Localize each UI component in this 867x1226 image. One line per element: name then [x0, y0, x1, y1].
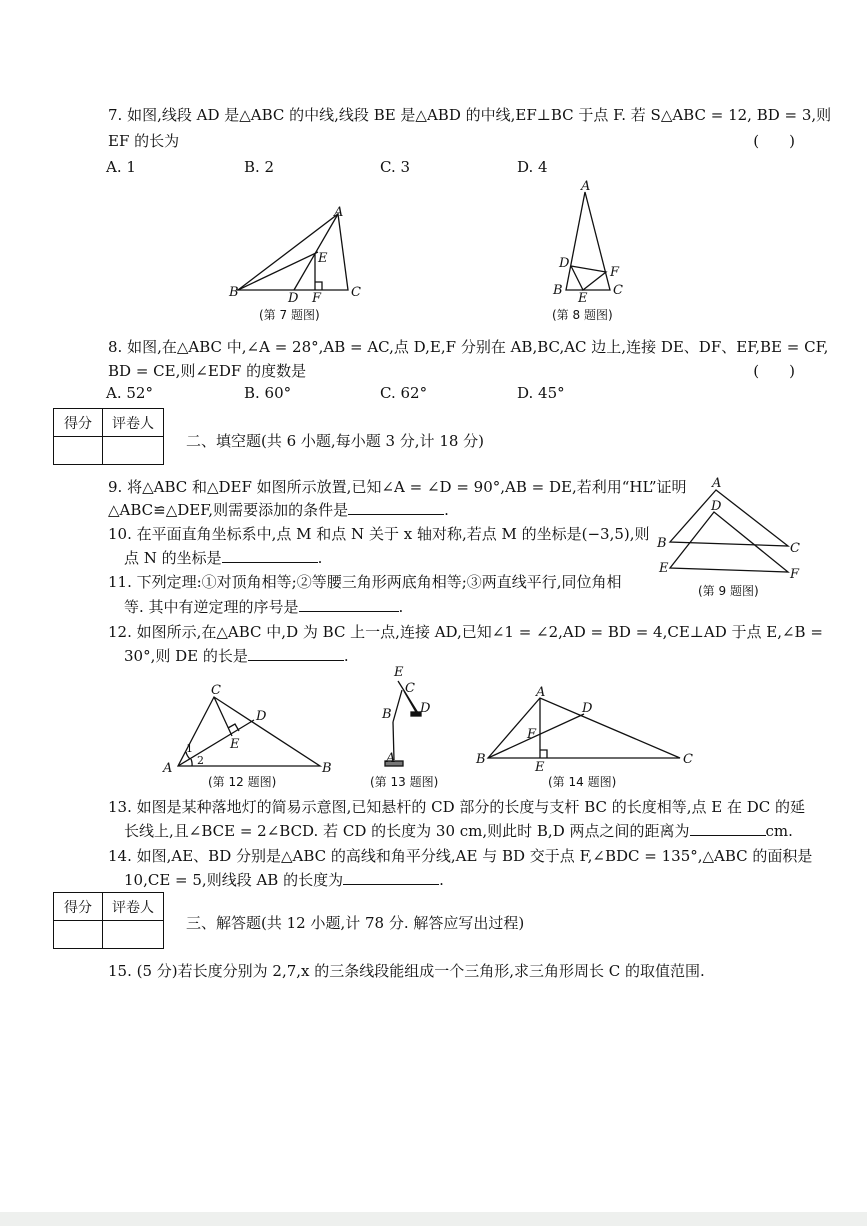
fig13-label-b: B: [382, 707, 392, 722]
fig14-label-d: D: [582, 701, 593, 716]
q14-answer-blank[interactable]: [343, 870, 439, 885]
q11-end: .: [398, 598, 404, 616]
page-bottom-band: [0, 1212, 867, 1226]
fig7-label-f: F: [312, 291, 322, 306]
fig13-caption: (第 13 题图): [370, 775, 439, 789]
fig8-caption: (第 8 题图): [552, 308, 613, 322]
q13-line2: [124, 820, 793, 841]
fig14-label-f: F: [527, 727, 537, 742]
fig14-label-c: C: [683, 752, 693, 767]
fig8-label-a: A: [581, 179, 591, 194]
q8-line2: BD = CE,则∠EDF 的度数是: [108, 362, 307, 380]
fig7-label-c: C: [351, 285, 361, 300]
q10-answer-blank[interactable]: [222, 548, 318, 563]
q12-line2-text: 30°,则 DE 的长是: [124, 647, 248, 665]
q15-text: 15. (5 分)若长度分别为 2,7,x 的三条线段能组成一个三角形,求三角形周长 C 的取值范围.: [108, 962, 705, 980]
q13-end: cm.: [765, 822, 793, 840]
fig12-label-2: 2: [197, 754, 204, 767]
q10-end: .: [317, 549, 323, 567]
fig7-label-d: D: [288, 291, 299, 306]
fig9-label-d: D: [711, 499, 722, 514]
fig13-label-d: D: [420, 701, 431, 716]
q10-line2: [124, 547, 322, 568]
q11-line2: [124, 596, 403, 617]
fig12-caption: (第 12 题图): [208, 775, 277, 789]
fig7-label-e: E: [318, 251, 328, 266]
q9-line2: [108, 499, 449, 520]
fig13-label-c: C: [405, 681, 415, 696]
q12-line1: 12. 如图所示,在△ABC 中,D 为 BC 上一点,连接 AD,已知∠1 = ∠2,AD = BD = 4,CE⊥AD 于点 E,∠B =: [108, 623, 823, 641]
fig7-label-a: A: [334, 205, 344, 220]
fig14-label-a: A: [536, 685, 546, 700]
fig13-label-a: A: [386, 751, 396, 766]
fig9-label-b: B: [657, 536, 667, 551]
q7-option-c: C. 3: [380, 158, 411, 176]
fig7-caption: (第 7 题图): [259, 308, 320, 322]
q7-line1: 7. 如图,线段 AD 是△ABC 的中线,线段 BE 是△ABD 的中线,EF⊥BC 于点 F. 若 S△ABC = 12, BD = 3,则: [108, 106, 832, 124]
q10-line2-text: 点 N 的坐标是: [124, 549, 222, 567]
score-label: 得分: [54, 409, 103, 437]
score-label: 得分: [54, 893, 103, 921]
fig8-label-f: F: [610, 265, 620, 280]
fig8-label-b: B: [553, 283, 563, 298]
q7-option-d: D. 4: [517, 158, 548, 176]
fig9-label-c: C: [790, 541, 800, 556]
q10-line1: 10. 在平面直角坐标系中,点 M 和点 N 关于 x 轴对称,若点 M 的坐标是(−3,5),则: [108, 525, 650, 543]
score-cell[interactable]: [54, 921, 103, 949]
q14-line2-text: 10,CE = 5,则线段 AB 的长度为: [124, 871, 344, 889]
q14-line1: 14. 如图,AE、BD 分别是△ABC 的高线和角平分线,AE 与 BD 交于点 F,∠BDC = 135°,△ABC 的面积是: [108, 847, 813, 865]
fig8-label-d: D: [559, 256, 570, 271]
q11-answer-blank[interactable]: [299, 597, 399, 612]
q9-line2-text: △ABC≌△DEF,则需要添加的条件是: [108, 501, 349, 519]
score-box-section3: [53, 892, 164, 949]
q8-option-c: C. 62°: [380, 384, 428, 402]
fig12-label-a: A: [163, 761, 173, 776]
q8-answer-paren: ( ): [753, 362, 795, 380]
fig9-label-f: F: [790, 567, 800, 582]
fig12-label-e: E: [230, 737, 240, 752]
fig13-label-e: E: [394, 665, 404, 680]
fig7-label-b: B: [229, 285, 239, 300]
fig12-label-1: 1: [186, 742, 193, 755]
q8-option-d: D. 45°: [517, 384, 565, 402]
fig9-caption: (第 9 题图): [698, 584, 759, 598]
grader-cell[interactable]: [103, 437, 164, 465]
fig9-label-a: A: [712, 476, 722, 491]
q14-end: .: [439, 871, 444, 889]
q8-option-a: A. 52°: [106, 384, 153, 402]
fig12-label-c: C: [211, 683, 221, 698]
grader-label: 评卷人: [103, 409, 164, 437]
fig14-label-b: B: [476, 752, 486, 767]
q12-answer-blank[interactable]: [248, 646, 344, 661]
q13-line2-text: 长线上,且∠BCE = 2∠BCD. 若 CD 的长度为 30 cm,则此时 B,D 两点之间的距离为: [124, 822, 690, 840]
fig9-label-e: E: [659, 561, 669, 576]
q11-line2-text: 等. 其中有逆定理的序号是: [124, 598, 299, 616]
section2-heading: 二、填空题(共 6 小题,每小题 3 分,计 18 分): [186, 432, 485, 450]
q13-answer-blank[interactable]: [690, 821, 766, 836]
grader-cell[interactable]: [103, 921, 164, 949]
fig8-label-c: C: [613, 283, 623, 298]
q9-line1: 9. 将△ABC 和△DEF 如图所示放置,已知∠A = ∠D = 90°,AB = DE,若利用“HL”证明: [108, 478, 687, 496]
q7-option-a: A. 1: [106, 158, 136, 176]
q9-answer-blank[interactable]: [348, 500, 444, 515]
q9-end: .: [444, 501, 449, 519]
q7-line2: EF 的长为: [108, 132, 180, 150]
fig12-label-d: D: [256, 709, 267, 724]
q7-option-b: B. 2: [244, 158, 275, 176]
score-cell[interactable]: [54, 437, 103, 465]
score-box-section2: [53, 408, 164, 465]
fig14-label-e: E: [535, 760, 545, 775]
section3-heading: 三、解答题(共 12 小题,计 78 分. 解答应写出过程): [186, 914, 525, 932]
q8-option-b: B. 60°: [244, 384, 292, 402]
q8-line1: 8. 如图,在△ABC 中,∠A = 28°,AB = AC,点 D,E,F 分别在 AB,BC,AC 边上,连接 DE、DF、EF,BE = CF,: [108, 338, 829, 356]
q12-line2: [124, 645, 349, 666]
q13-line1: 13. 如图是某种落地灯的简易示意图,已知悬杆的 CD 部分的长度与支杆 BC 的长度相等,点 E 在 DC 的延: [108, 798, 806, 816]
q12-end: .: [343, 647, 349, 665]
grader-label: 评卷人: [103, 893, 164, 921]
fig8-label-e: E: [578, 291, 588, 306]
q11-line1: 11. 下列定理:①对顶角相等;②等腰三角形两底角相等;③两直线平行,同位角相: [108, 573, 622, 591]
q14-line2: [124, 869, 444, 890]
q7-answer-paren: ( ): [753, 132, 795, 150]
fig14-caption: (第 14 题图): [548, 775, 617, 789]
fig12-label-b: B: [322, 761, 332, 776]
